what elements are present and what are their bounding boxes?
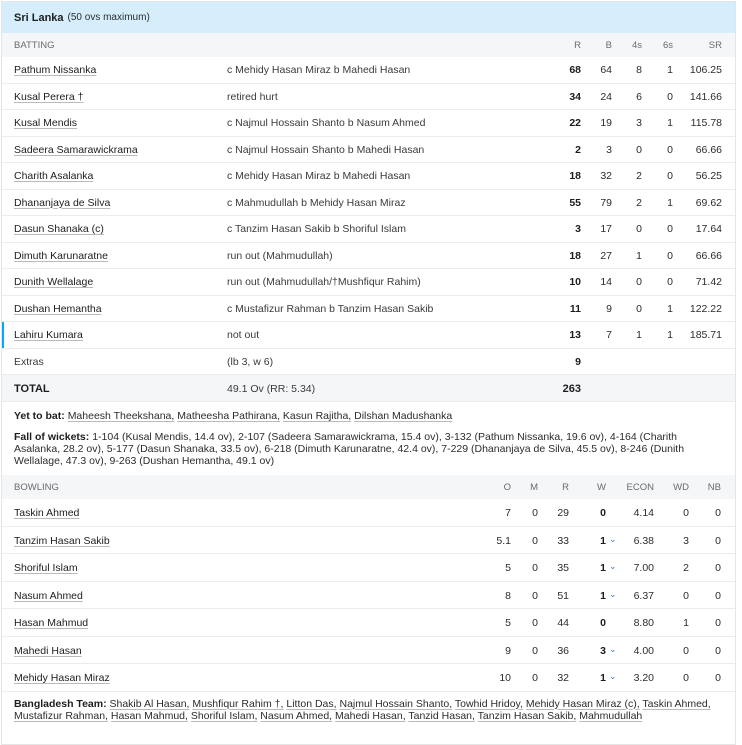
team-player[interactable]: Tanzim Hasan Sakib, [477, 709, 577, 722]
sixes: 0 [667, 276, 673, 288]
bowler-name[interactable]: Hasan Mahmud [14, 617, 89, 629]
no-balls: 0 [715, 589, 721, 602]
runs-conceded: 32 [557, 672, 569, 684]
dismissal: not out [227, 329, 260, 341]
runs: 10 [569, 276, 581, 288]
wickets: 0 [600, 507, 606, 519]
strike-rate: 66.66 [695, 249, 722, 262]
batter-row [2, 216, 735, 243]
batter-row [2, 137, 735, 164]
batter-name[interactable]: Pathum Nissanka [14, 64, 97, 76]
strike-rate: 66.66 [695, 143, 722, 156]
batter-name[interactable]: Sadeera Samarawickrama [14, 143, 138, 156]
wides: 0 [683, 589, 689, 602]
batting-header-6s: 6s [662, 40, 673, 51]
wickets: 1 [600, 589, 606, 602]
chevron-down-icon[interactable]: ⌄ [609, 533, 617, 544]
team-player[interactable]: Najmul Hossain Shanto, [339, 697, 453, 710]
runs: 2 [575, 143, 581, 156]
team-player[interactable]: Mustafizur Rahman, [14, 709, 108, 722]
total-score: 263 [562, 383, 581, 395]
batter-name[interactable]: Dasun Shanaka (c) [14, 223, 104, 235]
bowling-header-wd: WD [673, 482, 689, 493]
batter-row-active [2, 322, 735, 349]
bowler-name[interactable]: Tanzim Hasan Sakib [14, 534, 110, 547]
extras-value: 9 [575, 355, 581, 368]
yet-to-bat [2, 402, 735, 428]
batter-row [2, 190, 735, 217]
overs: 5 [505, 617, 511, 629]
team-player[interactable]: Mehidy Hasan Miraz (c), [525, 697, 640, 710]
no-balls: 0 [715, 672, 721, 684]
sixes: 1 [667, 329, 673, 341]
dismissal: c Tanzim Hasan Sakib b Shoriful Islam [227, 223, 406, 235]
overs: 8 [505, 589, 511, 602]
chevron-down-icon[interactable]: ⌄ [609, 588, 617, 599]
total-row [2, 375, 735, 402]
maidens: 0 [532, 507, 538, 519]
total-overs: 49.1 Ov (RR: 5.34) [227, 383, 316, 395]
balls: 19 [600, 117, 612, 129]
strike-rate: 69.62 [695, 196, 722, 209]
bowler-row [2, 582, 735, 610]
batting-header-4s: 4s [631, 40, 642, 51]
scorecard-card [1, 1, 736, 745]
fall-of-wickets-text: 1-104 (Kusal Mendis, 14.4 ov), 2-107 (Sadeera Samarawickrama, 15.4 ov), 3-132 (Pathum Nissanka, 19.6 ov), 4-164 (Charith Asalanka, 28.2 ov), 5-177 (Dasun Shanaka, 33.5 ov), 6-218 (Dimuth Karunaratne, 42.4 ov), 7-229 (Dhananjaya de Silva, 45.5 ov), 8-246 (Dunith Wellalage, 47.3 ov), 9-263 (Dushan Hemantha, 49.1 ov) [14, 431, 685, 467]
yet-to-bat-label: Yet to bat: [14, 410, 65, 422]
runs: 68 [569, 64, 581, 76]
maidens: 0 [532, 672, 538, 684]
bangladesh-team-label: Bangladesh Team: [14, 697, 107, 710]
overs: 7 [505, 507, 511, 519]
yet-to-bat-player[interactable]: Matheesha Pathirana, [177, 410, 280, 422]
bowler-name[interactable]: Nasum Ahmed [14, 589, 83, 602]
team-player[interactable]: Taskin Ahmed, [642, 697, 711, 710]
balls: 27 [600, 249, 612, 262]
batter-row [2, 296, 735, 323]
wides: 0 [683, 644, 689, 657]
yet-to-bat-player[interactable]: Kasun Rajitha, [282, 410, 352, 422]
strike-rate: 141.66 [689, 90, 722, 103]
bowling-header-m: M [530, 482, 538, 493]
maidens: 0 [532, 589, 538, 602]
batting-header-b: B [605, 40, 612, 51]
sixes: 1 [667, 196, 673, 209]
fours: 8 [636, 64, 642, 76]
wides: 1 [683, 617, 689, 629]
strike-rate: 115.78 [690, 117, 722, 129]
bowling-rows [2, 499, 735, 692]
batter-name[interactable]: Lahiru Kumara [14, 329, 83, 341]
batter-row [2, 110, 735, 137]
dismissal: c Mahmudullah b Mehidy Hasan Miraz [227, 196, 406, 209]
batter-name[interactable]: Kusal Perera † [14, 90, 84, 103]
chevron-down-icon[interactable]: ⌄ [609, 643, 617, 654]
yet-to-bat-player[interactable]: Maheesh Theekshana, [67, 410, 175, 422]
maidens: 0 [532, 644, 538, 657]
bowler-row [2, 527, 735, 555]
wickets: 0 [600, 617, 606, 629]
sixes: 1 [667, 64, 673, 76]
wickets: 3 [600, 644, 606, 657]
balls: 64 [600, 64, 612, 76]
strike-rate: 71.42 [695, 276, 722, 288]
bowling-header [2, 475, 735, 499]
sixes: 0 [667, 143, 673, 156]
fours: 0 [636, 302, 642, 315]
batting-header-sr: SR [708, 40, 722, 51]
bowling-header-label: BOWLING [14, 482, 59, 493]
wides: 2 [683, 562, 689, 574]
strike-rate: 122.22 [689, 302, 722, 315]
chevron-down-icon[interactable]: ⌄ [609, 561, 617, 571]
team-player[interactable]: Hasan Mahmud, [110, 709, 188, 722]
strike-rate: 56.25 [695, 170, 722, 182]
bowling-header-nb: NB [707, 482, 721, 493]
team-player[interactable]: Litton Das, [286, 697, 337, 710]
overs: 9 [505, 644, 511, 657]
bowling-header-r: R [562, 482, 569, 493]
bowler-row [2, 664, 735, 692]
fours: 1 [636, 249, 642, 262]
fall-of-wickets-label: Fall of wickets: [14, 431, 90, 443]
dismissal: run out (Mahmudullah/†Mushfiqur Rahim) [227, 276, 421, 288]
balls: 79 [600, 196, 612, 209]
extras-detail: (lb 3, w 6) [227, 355, 274, 368]
runs-conceded: 44 [557, 617, 569, 629]
team-player[interactable]: Mahedi Hasan, [335, 709, 406, 722]
runs: 22 [569, 117, 581, 129]
balls: 17 [600, 223, 612, 235]
economy: 8.80 [633, 617, 654, 629]
fours: 0 [636, 223, 642, 235]
sixes: 0 [667, 90, 673, 103]
economy: 3.20 [633, 672, 654, 684]
overs: 10 [499, 672, 511, 684]
bowler-name[interactable]: Shoriful Islam [14, 562, 78, 574]
batting-header [2, 33, 735, 57]
team-player[interactable]: Towhid Hridoy, [454, 697, 523, 710]
runs-conceded: 35 [557, 562, 569, 574]
yet-to-bat-player[interactable]: Dilshan Madushanka [354, 410, 453, 422]
batter-name[interactable]: Kusal Mendis [14, 117, 78, 129]
team-overs-limit: (50 ovs maximum) [67, 12, 150, 23]
balls: 24 [600, 90, 612, 103]
dismissal: c Mustafizur Rahman b Tanzim Hasan Sakib [227, 302, 434, 315]
no-balls: 0 [715, 507, 721, 519]
runs-conceded: 33 [557, 534, 569, 547]
dismissal: c Najmul Hossain Shanto b Mahedi Hasan [227, 143, 425, 156]
team-player[interactable]: Mushfiqur Rahim †, [192, 697, 284, 710]
overs: 5 [505, 562, 511, 574]
balls: 14 [600, 276, 612, 288]
wickets: 1 [600, 672, 606, 684]
sixes: 1 [667, 302, 673, 315]
runs: 18 [569, 170, 581, 182]
extras-label: Extras [14, 355, 44, 368]
fours: 0 [636, 276, 642, 288]
bowling-header-o: O [503, 482, 511, 493]
bowler-row [2, 499, 735, 527]
bowler-name[interactable]: Mahedi Hasan [14, 644, 82, 657]
maidens: 0 [532, 534, 538, 547]
wickets: 1 [600, 562, 606, 574]
runs: 13 [569, 329, 581, 341]
fours: 0 [636, 143, 642, 156]
extras-row [2, 349, 735, 376]
batter-row [2, 243, 735, 270]
bowling-header-econ: ECON [626, 482, 654, 493]
bowler-name[interactable]: Mehidy Hasan Miraz [14, 672, 110, 684]
team-player[interactable]: Shoriful Islam, [190, 709, 258, 722]
balls: 3 [606, 143, 612, 156]
team-header[interactable] [2, 2, 735, 33]
batter-row [2, 269, 735, 296]
balls: 7 [606, 329, 612, 341]
economy: 6.38 [633, 534, 654, 547]
economy: 4.00 [633, 644, 654, 657]
fours: 2 [636, 196, 642, 209]
sixes: 0 [667, 170, 673, 182]
chevron-down-icon[interactable]: ⌄ [609, 671, 617, 681]
dismissal: c Najmul Hossain Shanto b Nasum Ahmed [227, 117, 426, 129]
batting-header-label: BATTING [14, 40, 55, 51]
dismissal: c Mehidy Hasan Miraz b Mahedi Hasan [227, 64, 411, 76]
bowler-row [2, 637, 735, 665]
wides: 0 [683, 507, 689, 519]
batter-row [2, 57, 735, 84]
bangladesh-team [2, 692, 735, 728]
maidens: 0 [532, 617, 538, 629]
runs-conceded: 36 [557, 644, 569, 657]
bowler-name[interactable]: Taskin Ahmed [14, 507, 80, 519]
dismissal: c Mehidy Hasan Miraz b Mahedi Hasan [227, 170, 411, 182]
bowler-row [2, 609, 735, 637]
economy: 6.37 [633, 589, 654, 602]
wides: 0 [683, 672, 689, 684]
no-balls: 0 [715, 534, 721, 547]
batter-name[interactable]: Dunith Wellalage [14, 276, 94, 288]
economy: 7.00 [633, 562, 654, 574]
team-name: Sri Lanka [14, 11, 64, 24]
batter-name[interactable]: Dhananjaya de Silva [14, 196, 111, 209]
no-balls: 0 [715, 617, 721, 629]
batting-header-r: R [574, 40, 581, 51]
team-player[interactable]: Nasum Ahmed, [260, 709, 333, 722]
strike-rate: 185.71 [689, 329, 722, 341]
wickets: 1 [600, 534, 606, 547]
batter-row [2, 163, 735, 190]
fours: 3 [636, 117, 642, 129]
sixes: 0 [667, 223, 673, 235]
economy: 4.14 [633, 507, 654, 519]
fall-of-wickets [2, 428, 735, 475]
overs: 5.1 [496, 534, 511, 547]
wides: 3 [683, 534, 689, 547]
team-player[interactable]: Tanzid Hasan, [408, 709, 475, 722]
dismissal: run out (Mahmudullah) [227, 249, 333, 262]
fours: 2 [636, 170, 642, 182]
balls: 9 [606, 302, 612, 315]
team-player[interactable]: Shakib Al Hasan, [109, 697, 190, 710]
team-player[interactable]: Mahmudullah [579, 709, 643, 722]
batter-name[interactable]: Dushan Hemantha [14, 302, 102, 315]
strike-rate: 106.25 [689, 64, 722, 76]
strike-rate: 17.64 [695, 223, 722, 235]
maidens: 0 [532, 562, 538, 574]
active-batter-indicator [2, 322, 4, 348]
runs: 3 [575, 223, 581, 235]
no-balls: 0 [715, 562, 721, 574]
bowling-header-w: W [597, 482, 606, 493]
batter-name[interactable]: Charith Asalanka [14, 170, 94, 182]
batter-row [2, 84, 735, 111]
total-label: TOTAL [14, 383, 50, 395]
dismissal: retired hurt [227, 90, 278, 103]
sixes: 0 [667, 249, 673, 262]
runs-conceded: 29 [557, 507, 569, 519]
batter-name[interactable]: Dimuth Karunaratne [14, 249, 108, 262]
runs: 55 [569, 196, 581, 209]
runs: 18 [569, 249, 581, 262]
fours: 6 [636, 90, 642, 103]
sixes: 1 [667, 117, 673, 129]
no-balls: 0 [715, 644, 721, 657]
runs: 34 [569, 90, 581, 103]
bowler-row [2, 554, 735, 582]
runs: 11 [569, 302, 581, 315]
fours: 1 [636, 329, 642, 341]
batting-rows [2, 57, 735, 402]
balls: 32 [600, 170, 612, 182]
runs-conceded: 51 [557, 589, 569, 602]
